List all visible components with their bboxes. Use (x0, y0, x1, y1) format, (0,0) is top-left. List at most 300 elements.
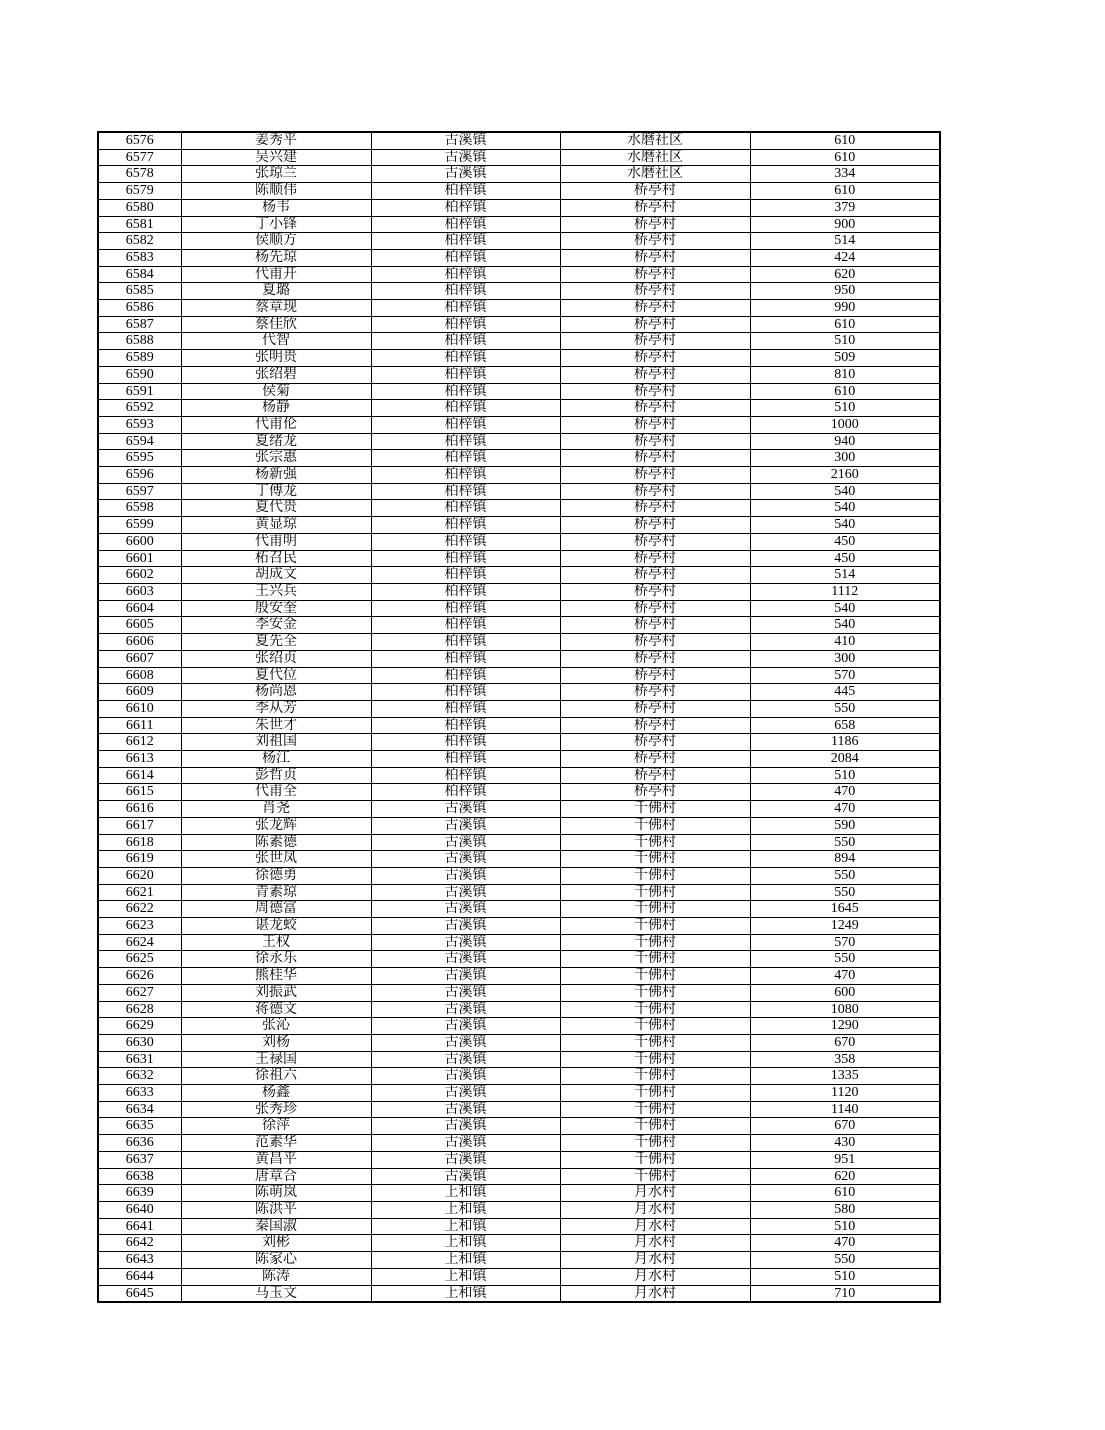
cell-amount: 1290 (750, 1018, 940, 1035)
cell-town: 柏梓镇 (371, 333, 560, 350)
table-row (98, 183, 940, 200)
cell-amount: 658 (750, 717, 940, 734)
cell-amount: 430 (750, 1135, 940, 1152)
cell-index: 6578 (98, 166, 181, 183)
table-body (98, 132, 940, 1302)
cell-index: 6619 (98, 851, 181, 868)
table-row (98, 684, 940, 701)
cell-amount: 540 (750, 617, 940, 634)
cell-village: 桥亭村 (560, 433, 750, 450)
cell-amount: 514 (750, 567, 940, 584)
cell-amount: 810 (750, 366, 940, 383)
cell-name: 胡成文 (181, 567, 371, 584)
cell-index: 6615 (98, 784, 181, 801)
cell-village: 桥亭村 (560, 233, 750, 250)
cell-village: 桥亭村 (560, 634, 750, 651)
table-row (98, 500, 940, 517)
table-row (98, 834, 940, 851)
cell-amount: 550 (750, 834, 940, 851)
cell-name: 张秀珍 (181, 1101, 371, 1118)
cell-town: 柏梓镇 (371, 416, 560, 433)
cell-name: 丁小锋 (181, 216, 371, 233)
cell-name: 徐祖六 (181, 1068, 371, 1085)
cell-name: 丁傅龙 (181, 483, 371, 500)
table-row (98, 533, 940, 550)
cell-name: 陈萌岚 (181, 1185, 371, 1202)
cell-village: 桥亭村 (560, 767, 750, 784)
cell-village: 千佛村 (560, 1151, 750, 1168)
cell-index: 6591 (98, 383, 181, 400)
cell-village: 桥亭村 (560, 333, 750, 350)
cell-index: 6579 (98, 183, 181, 200)
cell-village: 桥亭村 (560, 283, 750, 300)
table-row (98, 1202, 940, 1219)
cell-village: 千佛村 (560, 834, 750, 851)
table-row (98, 1034, 940, 1051)
cell-town: 上和镇 (371, 1252, 560, 1269)
cell-village: 桥亭村 (560, 266, 750, 283)
cell-village: 桥亭村 (560, 500, 750, 517)
table-row (98, 166, 940, 183)
cell-amount: 509 (750, 350, 940, 367)
cell-amount: 894 (750, 851, 940, 868)
cell-amount: 610 (750, 183, 940, 200)
cell-amount: 951 (750, 1151, 940, 1168)
cell-amount: 300 (750, 450, 940, 467)
cell-town: 柏梓镇 (371, 533, 560, 550)
table-row (98, 383, 940, 400)
table-row (98, 667, 940, 684)
cell-amount: 470 (750, 801, 940, 818)
table-row (98, 199, 940, 216)
cell-amount: 950 (750, 283, 940, 300)
cell-name: 殷安奎 (181, 600, 371, 617)
cell-amount: 990 (750, 300, 940, 317)
cell-village: 千佛村 (560, 951, 750, 968)
cell-index: 6637 (98, 1151, 181, 1168)
cell-index: 6645 (98, 1285, 181, 1302)
cell-index: 6601 (98, 550, 181, 567)
table-row (98, 817, 940, 834)
cell-village: 月水村 (560, 1202, 750, 1219)
table-row (98, 1135, 940, 1152)
cell-name: 杨江 (181, 751, 371, 768)
cell-village: 桥亭村 (560, 667, 750, 684)
cell-amount: 1645 (750, 901, 940, 918)
cell-town: 柏梓镇 (371, 667, 560, 684)
cell-town: 柏梓镇 (371, 684, 560, 701)
cell-index: 6606 (98, 634, 181, 651)
cell-name: 张明贵 (181, 350, 371, 367)
cell-village: 千佛村 (560, 901, 750, 918)
cell-village: 千佛村 (560, 867, 750, 884)
table-row (98, 216, 940, 233)
cell-amount: 510 (750, 1268, 940, 1285)
cell-index: 6624 (98, 934, 181, 951)
cell-name: 蒋德文 (181, 1001, 371, 1018)
cell-index: 6628 (98, 1001, 181, 1018)
cell-index: 6576 (98, 132, 181, 149)
cell-amount: 610 (750, 1185, 940, 1202)
cell-town: 古溪镇 (371, 1168, 560, 1185)
cell-name: 杨先琼 (181, 249, 371, 266)
cell-town: 柏梓镇 (371, 467, 560, 484)
cell-village: 水磨社区 (560, 149, 750, 166)
cell-village: 月水村 (560, 1268, 750, 1285)
cell-name: 王兴兵 (181, 583, 371, 600)
cell-town: 柏梓镇 (371, 751, 560, 768)
cell-name: 徐永乐 (181, 951, 371, 968)
cell-amount: 1000 (750, 416, 940, 433)
table-row (98, 1285, 940, 1302)
cell-village: 桥亭村 (560, 450, 750, 467)
cell-amount: 1080 (750, 1001, 940, 1018)
cell-name: 秦国淑 (181, 1218, 371, 1235)
cell-amount: 1140 (750, 1101, 940, 1118)
cell-index: 6593 (98, 416, 181, 433)
cell-village: 桥亭村 (560, 734, 750, 751)
table-row (98, 734, 940, 751)
cell-index: 6638 (98, 1168, 181, 1185)
cell-name: 朱世才 (181, 717, 371, 734)
cell-village: 千佛村 (560, 968, 750, 985)
cell-name: 张宗惠 (181, 450, 371, 467)
table-row (98, 700, 940, 717)
cell-village: 桥亭村 (560, 617, 750, 634)
cell-town: 古溪镇 (371, 1118, 560, 1135)
cell-town: 古溪镇 (371, 132, 560, 149)
table-row (98, 1218, 940, 1235)
cell-name: 彭哲贞 (181, 767, 371, 784)
cell-amount: 445 (750, 684, 940, 701)
cell-town: 柏梓镇 (371, 283, 560, 300)
cell-index: 6603 (98, 583, 181, 600)
table-row (98, 132, 940, 149)
cell-index: 6607 (98, 650, 181, 667)
cell-name: 熊桂华 (181, 968, 371, 985)
cell-amount: 358 (750, 1051, 940, 1068)
table-row (98, 867, 940, 884)
cell-village: 桥亭村 (560, 784, 750, 801)
cell-village: 桥亭村 (560, 550, 750, 567)
cell-town: 古溪镇 (371, 901, 560, 918)
cell-village: 桥亭村 (560, 383, 750, 400)
cell-index: 6635 (98, 1118, 181, 1135)
cell-amount: 1120 (750, 1085, 940, 1102)
data-table (97, 131, 941, 1303)
cell-name: 蔡佳欣 (181, 316, 371, 333)
cell-index: 6640 (98, 1202, 181, 1219)
cell-name: 侯顺方 (181, 233, 371, 250)
cell-amount: 540 (750, 600, 940, 617)
cell-amount: 470 (750, 968, 940, 985)
cell-village: 千佛村 (560, 851, 750, 868)
cell-amount: 550 (750, 867, 940, 884)
cell-town: 古溪镇 (371, 918, 560, 935)
table-row (98, 483, 940, 500)
cell-name: 黄昌平 (181, 1151, 371, 1168)
cell-index: 6639 (98, 1185, 181, 1202)
cell-village: 桥亭村 (560, 316, 750, 333)
cell-amount: 379 (750, 199, 940, 216)
cell-village: 桥亭村 (560, 467, 750, 484)
cell-village: 桥亭村 (560, 600, 750, 617)
cell-town: 柏梓镇 (371, 717, 560, 734)
cell-town: 古溪镇 (371, 1085, 560, 1102)
cell-town: 古溪镇 (371, 1151, 560, 1168)
cell-name: 刘振武 (181, 984, 371, 1001)
cell-name: 唐章合 (181, 1168, 371, 1185)
cell-town: 柏梓镇 (371, 433, 560, 450)
cell-amount: 510 (750, 767, 940, 784)
cell-village: 桥亭村 (560, 751, 750, 768)
cell-village: 桥亭村 (560, 650, 750, 667)
cell-amount: 450 (750, 533, 940, 550)
cell-amount: 2084 (750, 751, 940, 768)
cell-name: 王权 (181, 934, 371, 951)
cell-index: 6586 (98, 300, 181, 317)
cell-town: 柏梓镇 (371, 199, 560, 216)
cell-amount: 670 (750, 1034, 940, 1051)
cell-name: 代甫开 (181, 266, 371, 283)
cell-name: 徐德勇 (181, 867, 371, 884)
cell-name: 夏代位 (181, 667, 371, 684)
cell-index: 6632 (98, 1068, 181, 1085)
cell-amount: 620 (750, 1168, 940, 1185)
table-row (98, 149, 940, 166)
cell-amount: 334 (750, 166, 940, 183)
cell-name: 王禄国 (181, 1051, 371, 1068)
cell-name: 夏代贵 (181, 500, 371, 517)
cell-amount: 470 (750, 784, 940, 801)
cell-village: 桥亭村 (560, 183, 750, 200)
cell-index: 6629 (98, 1018, 181, 1035)
cell-town: 古溪镇 (371, 884, 560, 901)
cell-town: 古溪镇 (371, 834, 560, 851)
cell-amount: 510 (750, 333, 940, 350)
cell-amount: 450 (750, 550, 940, 567)
table-row (98, 1268, 940, 1285)
table-row (98, 283, 940, 300)
cell-town: 柏梓镇 (371, 617, 560, 634)
cell-town: 柏梓镇 (371, 650, 560, 667)
table-row (98, 1001, 940, 1018)
cell-town: 古溪镇 (371, 1034, 560, 1051)
cell-name: 青素琼 (181, 884, 371, 901)
cell-name: 肖尧 (181, 801, 371, 818)
cell-village: 千佛村 (560, 984, 750, 1001)
table-row (98, 918, 940, 935)
cell-town: 古溪镇 (371, 867, 560, 884)
cell-name: 姜秀平 (181, 132, 371, 149)
cell-amount: 1335 (750, 1068, 940, 1085)
cell-amount: 550 (750, 884, 940, 901)
cell-index: 6630 (98, 1034, 181, 1051)
cell-village: 桥亭村 (560, 517, 750, 534)
cell-village: 千佛村 (560, 1168, 750, 1185)
cell-village: 桥亭村 (560, 350, 750, 367)
cell-town: 柏梓镇 (371, 784, 560, 801)
table-row (98, 517, 940, 534)
cell-amount: 710 (750, 1285, 940, 1302)
cell-index: 6614 (98, 767, 181, 784)
table-row (98, 1085, 940, 1102)
cell-name: 代智 (181, 333, 371, 350)
table-row (98, 801, 940, 818)
cell-town: 柏梓镇 (371, 216, 560, 233)
cell-name: 徐萍 (181, 1118, 371, 1135)
cell-town: 柏梓镇 (371, 266, 560, 283)
cell-amount: 620 (750, 266, 940, 283)
cell-index: 6583 (98, 249, 181, 266)
table-row (98, 600, 940, 617)
table-row (98, 249, 940, 266)
cell-town: 柏梓镇 (371, 383, 560, 400)
cell-village: 桥亭村 (560, 400, 750, 417)
cell-name: 陈洪平 (181, 1202, 371, 1219)
table-row (98, 316, 940, 333)
table-row (98, 1151, 940, 1168)
table-row (98, 1068, 940, 1085)
cell-village: 千佛村 (560, 1085, 750, 1102)
cell-town: 柏梓镇 (371, 734, 560, 751)
cell-village: 桥亭村 (560, 684, 750, 701)
cell-town: 柏梓镇 (371, 583, 560, 600)
cell-name: 代甫明 (181, 533, 371, 550)
table-row (98, 233, 940, 250)
cell-town: 上和镇 (371, 1285, 560, 1302)
cell-amount: 550 (750, 700, 940, 717)
cell-name: 李从芳 (181, 700, 371, 717)
cell-amount: 900 (750, 216, 940, 233)
table-row (98, 366, 940, 383)
cell-index: 6581 (98, 216, 181, 233)
table-row (98, 650, 940, 667)
table-row (98, 416, 940, 433)
cell-town: 古溪镇 (371, 951, 560, 968)
cell-village: 千佛村 (560, 918, 750, 935)
table-row (98, 934, 940, 951)
cell-amount: 1112 (750, 583, 940, 600)
cell-index: 6633 (98, 1085, 181, 1102)
table-row (98, 583, 940, 600)
cell-amount: 600 (750, 984, 940, 1001)
table-row (98, 1118, 940, 1135)
cell-name: 陈素德 (181, 834, 371, 851)
table-row (98, 984, 940, 1001)
table-row (98, 350, 940, 367)
cell-town: 古溪镇 (371, 149, 560, 166)
cell-name: 马玉文 (181, 1285, 371, 1302)
cell-amount: 470 (750, 1235, 940, 1252)
table-row (98, 717, 940, 734)
cell-town: 古溪镇 (371, 1135, 560, 1152)
cell-index: 6626 (98, 968, 181, 985)
cell-town: 上和镇 (371, 1235, 560, 1252)
cell-amount: 514 (750, 233, 940, 250)
cell-name: 陈家心 (181, 1252, 371, 1269)
cell-index: 6610 (98, 700, 181, 717)
cell-village: 月水村 (560, 1285, 750, 1302)
cell-name: 张沁 (181, 1018, 371, 1035)
cell-village: 千佛村 (560, 1135, 750, 1152)
cell-amount: 1249 (750, 918, 940, 935)
cell-amount: 610 (750, 149, 940, 166)
table-row (98, 1101, 940, 1118)
table-row (98, 450, 940, 467)
table-row (98, 751, 940, 768)
cell-name: 张龙辉 (181, 817, 371, 834)
cell-village: 千佛村 (560, 1034, 750, 1051)
cell-index: 6604 (98, 600, 181, 617)
cell-index: 6585 (98, 283, 181, 300)
cell-village: 千佛村 (560, 1018, 750, 1035)
cell-name: 杨韦 (181, 199, 371, 216)
cell-village: 千佛村 (560, 801, 750, 818)
cell-index: 6588 (98, 333, 181, 350)
cell-town: 古溪镇 (371, 1101, 560, 1118)
cell-index: 6597 (98, 483, 181, 500)
cell-index: 6596 (98, 467, 181, 484)
cell-amount: 424 (750, 249, 940, 266)
cell-index: 6587 (98, 316, 181, 333)
cell-town: 上和镇 (371, 1202, 560, 1219)
cell-town: 柏梓镇 (371, 300, 560, 317)
cell-name: 柘召民 (181, 550, 371, 567)
cell-village: 桥亭村 (560, 717, 750, 734)
cell-name: 陈涛 (181, 1268, 371, 1285)
cell-village: 桥亭村 (560, 583, 750, 600)
cell-town: 柏梓镇 (371, 483, 560, 500)
cell-town: 柏梓镇 (371, 183, 560, 200)
cell-name: 张世凤 (181, 851, 371, 868)
table-row (98, 1168, 940, 1185)
cell-index: 6644 (98, 1268, 181, 1285)
cell-village: 桥亭村 (560, 366, 750, 383)
cell-index: 6598 (98, 500, 181, 517)
cell-index: 6602 (98, 567, 181, 584)
cell-town: 柏梓镇 (371, 600, 560, 617)
cell-amount: 1186 (750, 734, 940, 751)
cell-village: 桥亭村 (560, 300, 750, 317)
cell-amount: 670 (750, 1118, 940, 1135)
table-row (98, 300, 940, 317)
cell-name: 陈顺伟 (181, 183, 371, 200)
cell-village: 月水村 (560, 1252, 750, 1269)
cell-name: 夏先全 (181, 634, 371, 651)
cell-index: 6594 (98, 433, 181, 450)
cell-amount: 550 (750, 1252, 940, 1269)
table-row (98, 333, 940, 350)
cell-index: 6631 (98, 1051, 181, 1068)
cell-town: 古溪镇 (371, 851, 560, 868)
cell-amount: 570 (750, 667, 940, 684)
cell-name: 刘杨 (181, 1034, 371, 1051)
cell-village: 千佛村 (560, 817, 750, 834)
cell-index: 6584 (98, 266, 181, 283)
cell-name: 张琼兰 (181, 166, 371, 183)
cell-town: 古溪镇 (371, 817, 560, 834)
cell-town: 柏梓镇 (371, 233, 560, 250)
cell-amount: 540 (750, 483, 940, 500)
cell-index: 6643 (98, 1252, 181, 1269)
cell-town: 柏梓镇 (371, 366, 560, 383)
cell-village: 桥亭村 (560, 199, 750, 216)
cell-index: 6589 (98, 350, 181, 367)
cell-name: 谌龙蛟 (181, 918, 371, 935)
cell-name: 刘祖国 (181, 734, 371, 751)
cell-index: 6609 (98, 684, 181, 701)
